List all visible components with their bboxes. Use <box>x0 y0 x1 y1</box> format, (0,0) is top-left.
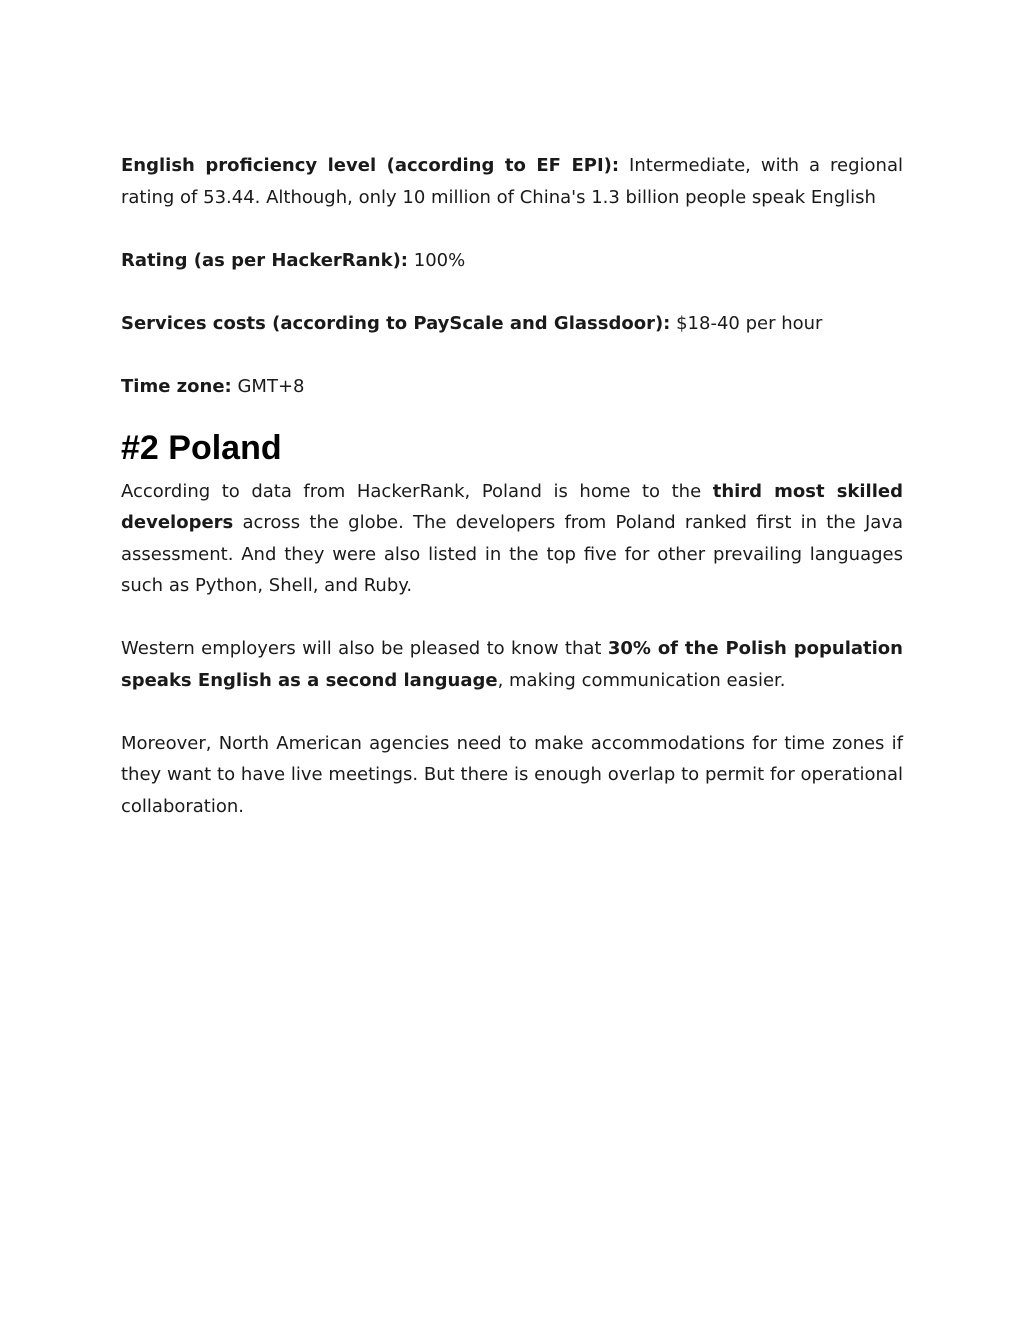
poland-paragraph-2 <box>121 633 903 696</box>
time-zone-paragraph <box>121 371 903 403</box>
poland-p1-text-a: According to data from HackerRank, Poland is home to the <box>121 480 713 502</box>
poland-p2-bold: 30% of the Polish population speaks English as a second language <box>121 638 903 691</box>
rating-value: 100% <box>408 249 466 271</box>
services-costs-paragraph <box>121 308 903 340</box>
time-zone-label: Time zone: <box>121 375 232 397</box>
english-proficiency-value: Intermediate, with a regional rating of 53.44. Although, only 10 million of China's 1.3 billion people speak English <box>121 155 903 208</box>
poland-p2-text-b: , making communication easier. <box>497 669 786 691</box>
poland-p1-text-b: across the globe. The developers from Poland ranked first in the Java assessment. And they were also listed in the top five for other prevailing languages such as Python, Shell, and Ruby. <box>121 512 903 596</box>
services-costs-value: $18-40 per hour <box>670 312 823 334</box>
english-proficiency-paragraph <box>121 150 903 213</box>
document-page <box>121 150 903 854</box>
time-zone-value: GMT+8 <box>231 375 305 397</box>
poland-paragraph-3: Moreover, North American agencies need to make accommodations for time zones if they want to have live meetings. But there is enough overlap to permit for operational collaboration. <box>121 732 903 817</box>
poland-p2-text-a: Western employers will also be pleased to know that <box>121 638 608 659</box>
poland-paragraph-1 <box>121 476 903 602</box>
poland-p1-bold: third most skilled developers <box>121 480 903 533</box>
poland-heading: #2 Poland <box>121 428 282 467</box>
english-proficiency-label: English proficiency level (according to EF EPI): <box>121 155 620 176</box>
services-costs-label: Services costs (according to PayScale and Glassdoor): <box>121 312 671 334</box>
rating-paragraph <box>121 245 903 277</box>
rating-label: Rating (as per HackerRank): <box>121 249 409 271</box>
